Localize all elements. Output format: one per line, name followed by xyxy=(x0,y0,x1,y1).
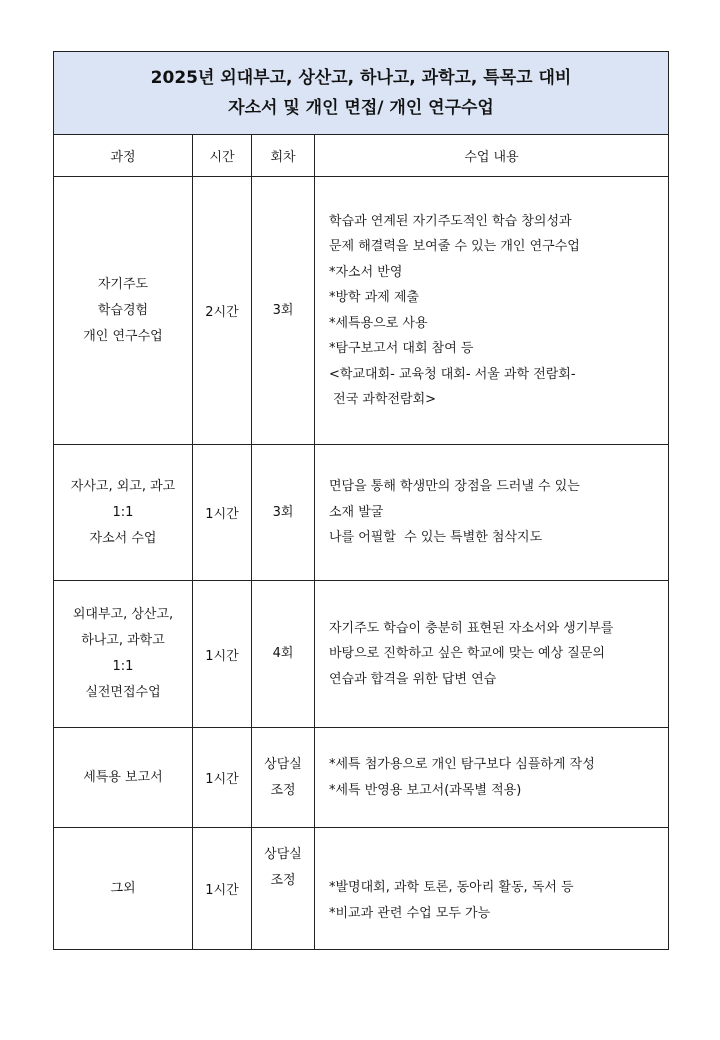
course-line: 실전면접수업 xyxy=(85,685,161,700)
content-cell xyxy=(315,445,669,581)
course-table xyxy=(53,51,669,950)
course-line: 외대부고, 상산고, xyxy=(72,607,174,622)
course-line: 자소서 수업 xyxy=(89,530,157,546)
table-title xyxy=(54,52,669,135)
sessions-line: 3회 xyxy=(272,504,294,520)
sessions-cell xyxy=(252,177,315,445)
content-line: *자소서 반영 xyxy=(329,264,403,280)
sessions-line: 조정 xyxy=(270,873,296,888)
table-row xyxy=(54,581,669,728)
content-line: 자기주도 학습이 충분히 표현된 자소서와 생기부를 xyxy=(329,620,614,636)
table-row xyxy=(54,177,669,445)
title-line-1: 2025년 외대부고, 상산고, 하나고, 과학고, 특목고 대비 xyxy=(150,68,572,88)
course-line: 세특용 보고서 xyxy=(83,769,163,785)
course-line: 개인 연구수업 xyxy=(83,328,163,344)
course-cell xyxy=(54,828,193,950)
header-course: 과정 xyxy=(54,135,193,177)
content-line: 소재 발굴 xyxy=(329,504,384,520)
content-line: *탐구보고서 대회 참여 등 xyxy=(329,341,474,356)
course-line: 자기주도 xyxy=(97,276,149,292)
table-row xyxy=(54,828,669,950)
sessions-line: 4회 xyxy=(272,646,294,661)
header-sessions: 회차 xyxy=(252,135,315,177)
content-cell xyxy=(315,177,669,445)
course-cell xyxy=(54,445,193,581)
title-line-2: 자소서 및 개인 면접/ 개인 연구수업 xyxy=(228,98,494,118)
sessions-cell xyxy=(252,581,315,728)
content-line: 나를 어필할 수 있는 특별한 첨삭지도 xyxy=(329,530,543,546)
time-cell: 2시간 xyxy=(193,177,252,445)
course-line: 하나고, 과학고 xyxy=(81,633,165,648)
content-line: *세특 첨가용으로 개인 탐구보다 심플하게 작성 xyxy=(329,757,595,772)
content-cell xyxy=(315,828,669,950)
sessions-cell xyxy=(252,445,315,581)
content-cell xyxy=(315,581,669,728)
content-line: 연습과 합격을 위한 답변 연습 xyxy=(329,671,497,687)
content-line: 문제 해결력을 보여줄 수 있는 개인 연구수업 xyxy=(329,239,580,254)
course-cell xyxy=(54,177,193,445)
content-line: 학습과 연계된 자기주도적인 학습 창의성과 xyxy=(329,213,572,229)
content-line: *세특 반영용 보고서(과목별 적용) xyxy=(329,782,522,798)
content-cell xyxy=(315,728,669,828)
course-line: 1:1 xyxy=(112,504,134,520)
content-line: 면담을 통해 학생만의 장점을 드러낼 수 있는 xyxy=(329,479,580,495)
sessions-line: 상담실 xyxy=(264,756,302,772)
time-cell: 1시간 xyxy=(193,581,252,728)
course-cell xyxy=(54,728,193,828)
time-cell: 1시간 xyxy=(193,445,252,581)
course-line: 그외 xyxy=(110,880,136,896)
content-line: 바탕으로 진학하고 싶은 학교에 맞는 예상 질문의 xyxy=(329,646,605,662)
sessions-line: 3회 xyxy=(272,302,294,318)
sessions-cell xyxy=(252,828,315,950)
time-cell: 1시간 xyxy=(193,728,252,828)
course-line: 학습경험 xyxy=(97,302,149,318)
sessions-line: 상담실 xyxy=(264,847,302,862)
sessions-cell xyxy=(252,728,315,828)
content-line: 전국 과학전람회> xyxy=(329,392,437,407)
content-line: *비교과 관련 수업 모두 가능 xyxy=(329,905,491,921)
header-time: 시간 xyxy=(193,135,252,177)
header-row xyxy=(54,135,669,177)
content-line: *발명대회, 과학 토론, 동아리 활동, 독서 등 xyxy=(329,880,574,895)
table-row xyxy=(54,728,669,828)
time-cell: 1시간 xyxy=(193,828,252,950)
sessions-line: 조정 xyxy=(270,782,296,798)
content-line: <학교대회- 교육청 대회- 서울 과학 전람회- xyxy=(329,366,576,382)
course-line: 1:1 xyxy=(112,659,134,674)
table-row xyxy=(54,445,669,581)
course-line: 자사고, 외고, 과고 xyxy=(70,478,176,494)
content-line: *방학 과제 제출 xyxy=(329,290,420,305)
course-cell xyxy=(54,581,193,728)
header-content: 수업 내용 xyxy=(315,135,669,177)
content-line: *세특용으로 사용 xyxy=(329,315,428,331)
